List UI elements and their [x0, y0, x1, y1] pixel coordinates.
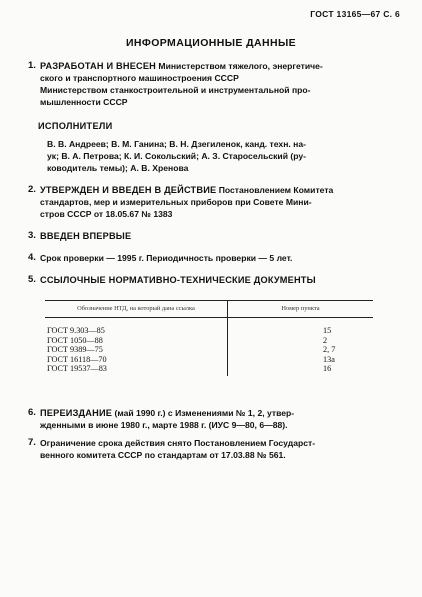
table-cell-document: ГОСТ 9.303—85 — [45, 318, 228, 336]
item-1-line-1: Министерством тяжелого, энергетиче- — [158, 61, 323, 71]
references-col-clause-header: Номер пункта — [228, 301, 374, 318]
item-2 — [28, 184, 398, 220]
table-row — [45, 336, 373, 346]
table-cell-clause: 15 — [323, 326, 332, 335]
item-5-caption: ССЫЛОЧНЫЕ НОРМАТИВНО-ТЕХНИЧЕСКИЕ ДОКУМЕНТЫ — [40, 275, 316, 285]
item-1 — [28, 60, 398, 108]
item-2-line-3: стров СССР от 18.05.67 № 1383 — [40, 209, 173, 219]
table-cell-clause: 2 — [323, 335, 328, 345]
table-cell-document: ГОСТ 16118—70 — [45, 355, 228, 365]
item-6-line-1: (май 1990 г.) с Изменениями № 1, 2, утвер- — [114, 408, 295, 418]
item-1-line-2: ского и транспортного машиностроения СССР — [40, 73, 239, 83]
item-2-line-1: Постановлением Комитета — [218, 185, 334, 195]
item-4-number: 4. — [28, 252, 36, 263]
item-5-number: 5. — [28, 274, 36, 285]
item-4 — [28, 252, 398, 264]
performers-list — [47, 138, 397, 175]
item-5 — [28, 274, 408, 286]
page-title: ИНФОРМАЦИОННЫЕ ДАННЫЕ — [125, 37, 297, 49]
item-7-line-2: венного комитета СССР по стандартам от 17.03.88 № 561. — [40, 450, 286, 460]
item-2-caption: УТВЕРЖДЕН И ВВЕДЕН В ДЕЙСТВИЕ — [40, 185, 217, 195]
item-6-line-2: жденными в июне 1980 г., марте 1988 г. (ИУС 9—80, 6—88). — [40, 420, 288, 430]
item-3-caption: ВВЕДЕН ВПЕРВЫЕ — [40, 231, 132, 241]
table-cell-clause: 13а — [323, 354, 335, 364]
references-table — [45, 300, 373, 376]
performers-heading: ИСПОЛНИТЕЛИ — [38, 121, 113, 131]
item-4-text: Срок проверки — 1995 г. Периодичность проверки — 5 лет. — [40, 253, 293, 263]
item-1-line-4: мышленности СССР — [40, 97, 128, 107]
page-header-reference: ГОСТ 13165—67 С. 6 — [310, 9, 400, 19]
item-2-number: 2. — [28, 184, 36, 195]
performers-line-1: В. В. Андреев; В. М. Ганина; В. Н. Дзегиленок, канд. техн. на- — [47, 139, 306, 149]
table-row — [45, 345, 373, 355]
references-col-document-header: Обозначение НТД, на который дана ссылка — [45, 301, 228, 318]
item-7 — [28, 437, 398, 461]
table-cell-clause: 16 — [323, 364, 332, 374]
item-2-line-2: стандартов, мер и измерительных приборов при Совете Мини- — [40, 197, 312, 207]
table-cell-document: ГОСТ 19537—83 — [45, 364, 228, 376]
table-cell-clause: 2, 7 — [323, 345, 336, 355]
item-7-number: 7. — [28, 437, 36, 448]
table-row — [45, 364, 373, 376]
table-row — [45, 318, 373, 336]
item-3 — [28, 230, 398, 242]
item-1-line-3: Министерством станкостроительной и инструментальной про- — [40, 85, 311, 95]
item-7-line-1: Ограничение срока действия снято Постановлением Государст- — [40, 438, 316, 448]
item-6-number: 6. — [28, 407, 36, 418]
item-3-number: 3. — [28, 230, 36, 241]
table-row — [45, 355, 373, 365]
table-cell-document: ГОСТ 1050—88 — [45, 336, 228, 346]
item-1-number: 1. — [28, 60, 36, 71]
performers-line-2: ук; В. А. Петрова; К. И. Сокольский; А. З. Старосельский (ру- — [47, 151, 307, 162]
item-6 — [28, 407, 398, 431]
table-cell-document: ГОСТ 9389—75 — [45, 345, 228, 355]
item-6-caption: ПЕРЕИЗДАНИЕ — [40, 408, 113, 418]
item-1-caption: РАЗРАБОТАН И ВНЕСЕН — [40, 61, 157, 71]
performers-line-3: ководитель темы); А. В. Хренова — [47, 163, 189, 174]
